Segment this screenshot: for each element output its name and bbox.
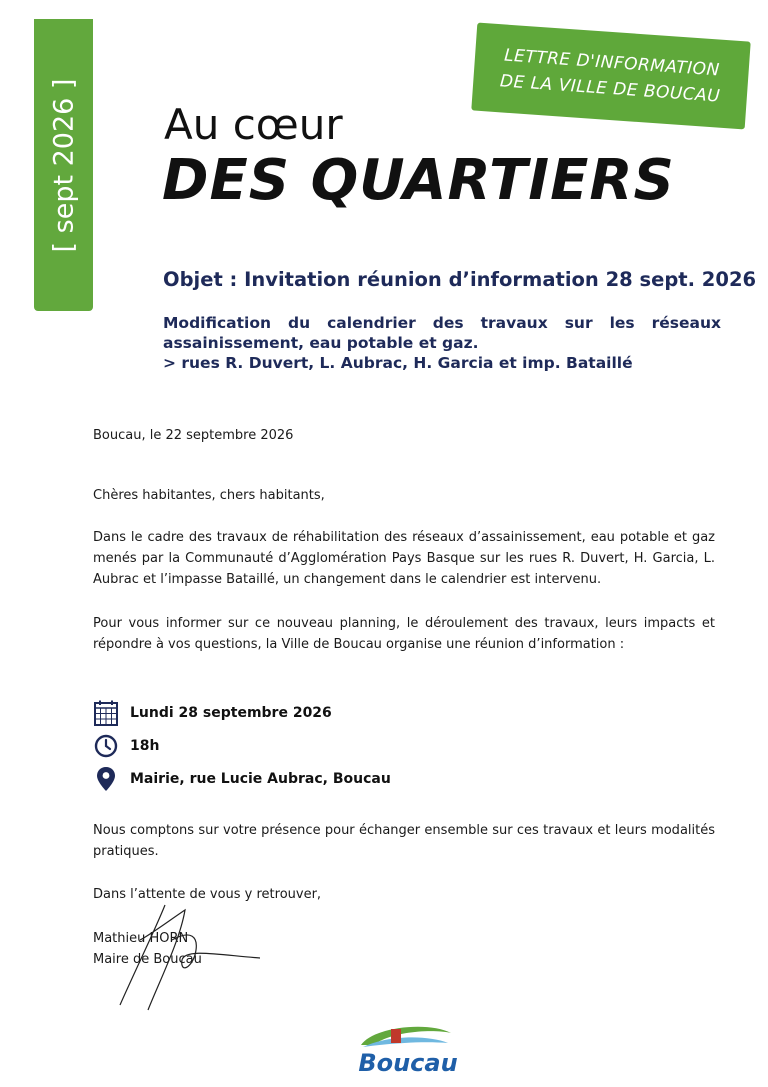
paragraph-2: Pour vous informer sur ce nouveau planning, le déroulement des travaux, leurs impacts et répondre à vos questions, la Ville de Boucau organise une réunion d’information : [93, 616, 715, 652]
signatory-title: Maire de Boucau [93, 952, 202, 967]
meeting-date-row [93, 700, 332, 726]
modification-line-3: > rues R. Duvert, L. Aubrac, H. Garcia et imp. Bataillé [163, 354, 633, 372]
banner-line-2: DE LA VILLE DE BOUCAU [499, 71, 721, 107]
modification-block [163, 313, 721, 373]
date-line: Boucau, le 22 septembre 2026 [93, 428, 294, 443]
logo-text: Boucau [358, 1049, 458, 1077]
clock-icon [93, 733, 119, 759]
modification-line-2: assainissement, eau potable et gaz. [163, 334, 479, 352]
meeting-time-row [93, 733, 159, 759]
calendar-icon [93, 700, 119, 726]
location-pin-icon [93, 766, 119, 792]
greeting: Chères habitantes, chers habitants, [93, 488, 325, 503]
date-side-tab [34, 19, 93, 311]
meeting-place: Mairie, rue Lucie Aubrac, Boucau [130, 771, 391, 787]
modification-line-1: Modification du calendrier des travaux sur les réseaux [163, 314, 721, 332]
meeting-time: 18h [130, 738, 160, 754]
boucau-logo [333, 1015, 483, 1077]
title-line-1: Au cœur [164, 100, 343, 149]
newsletter-banner [471, 23, 750, 130]
closing-line: Dans l’attente de vous y retrouver, [93, 887, 322, 902]
side-tab-text: [ sept 2026 ] [48, 78, 79, 252]
meeting-place-row [93, 766, 391, 792]
handwritten-signature [110, 900, 280, 1020]
paragraph-3: Nous comptons sur votre présence pour échanger ensemble sur ces travaux et leurs modalités pratiques. [93, 823, 715, 859]
meeting-date: Lundi 28 septembre 2026 [130, 705, 332, 721]
banner-line-1: LETTRE D'INFORMATION [503, 45, 721, 81]
title-line-2: DES QUARTIERS [162, 148, 675, 213]
letter-subject: Objet : Invitation réunion d’information 28 sept. 2026 [163, 268, 757, 291]
signatory-name: Mathieu HORN [93, 931, 189, 946]
paragraph-1: Dans le cadre des travaux de réhabilitation des réseaux d’assainissement, eau potable et gaz menés par la Communauté d’Agglomération Pays Basque sur les rues R. Duvert, H. Garcia, L. Aubrac et l’impasse Bataillé, un changement dans le calendrier est intervenu. [93, 530, 715, 587]
